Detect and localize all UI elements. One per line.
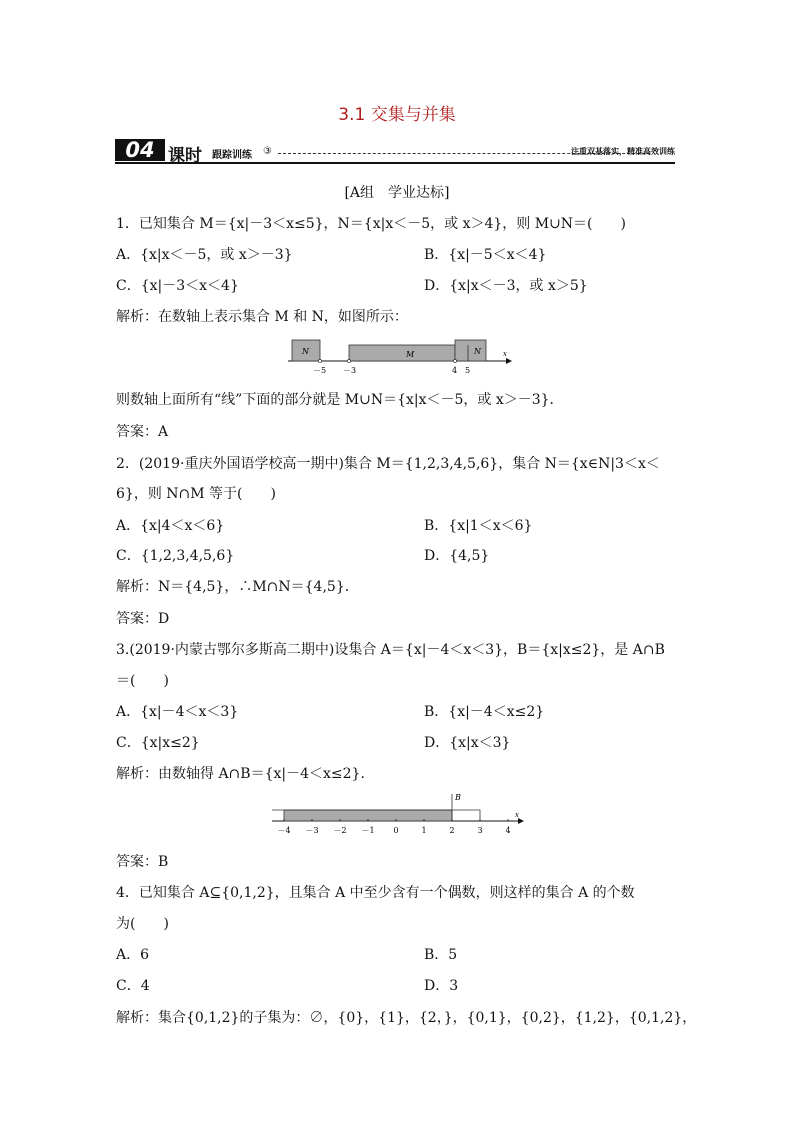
q1-option-b: B．{x|－5＜x＜4} [424,247,547,263]
q3-number-line-figure [268,788,528,838]
q3-tick-label: －1 [361,826,375,835]
q3-stem-line2: ＝( ) [116,673,169,689]
q1-tick-neg3: －3 [343,366,357,375]
q1-label-n2: N [474,347,481,356]
q2-option-a: A．{x|4＜x＜6} [116,518,225,534]
q2-stem-line1: 2．(2019·重庆外国语学校高一期中)集合 M＝{1,2,3,4,5,6}，集合 N＝{x∈N|3＜x＜ [116,456,660,472]
q1-stem: 1．已知集合 M＝{x|－3＜x≤5}，N＝{x|x＜－5，或 x＞4}，则 M∪N＝( ) [116,216,626,232]
q3-tick-label: 3 [477,826,483,835]
q1-open-point-neg5 [318,359,321,362]
q1-open-point-neg3 [347,359,350,362]
q3-analysis: 解析：由数轴得 A∩B＝{x|－4＜x≤2}． [116,766,375,782]
q3-stem-line1: 3.(2019·内蒙古鄂尔多斯高二期中)设集合 A＝{x|－4＜x＜3}，B＝{x|x≤2}，是 A∩B [116,642,665,658]
q1-conclusion: 则数轴上面所有“线”下面的部分就是 M∪N＝{x|x＜－5，或 x＞－3}． [116,392,564,408]
q3-tick-label: 4 [505,826,511,835]
q1-label-n: N [302,347,309,356]
q3-tick-label: －4 [277,826,291,835]
q2-option-c: C．{1,2,3,4,5,6} [116,548,235,564]
lesson-label: 课时 [168,146,202,166]
q3-tick-label: －2 [333,826,347,835]
q3-tick-label: 2 [449,826,455,835]
q1-option-d: D．{x|x＜－3，或 x＞5} [424,278,588,294]
q4-option-c: C．4 [116,978,150,994]
q3-axis-label: x [515,811,519,819]
banner-tagline: 注重双基落实，精准高效训练 [571,147,675,156]
q4-stem-line2: 为( ) [116,916,169,932]
q1-open-point-4 [453,359,456,362]
q1-tick-5: 5 [465,366,471,375]
section-heading: [A组 学业达标] [344,185,450,201]
q1-tick-neg5: －5 [313,366,327,375]
q4-option-d: D．3 [424,978,459,994]
q1-tick-4: 4 [452,366,458,375]
q1-axis-arrow [506,358,512,364]
page-title: 3.1 交集与并集 [338,105,456,125]
q2-option-b: B．{x|1＜x＜6} [424,518,533,534]
q3-tick-label: 1 [421,826,427,835]
q1-number-line-figure [288,336,516,380]
q1-option-a: A．{x|x＜－5，或 x＞－3} [116,247,293,263]
lesson-banner [115,139,675,169]
q3-label-b: B [455,793,461,802]
banner-underline [115,162,675,164]
q4-option-a: A．6 [116,947,150,963]
lesson-number: 04 [115,139,165,161]
circle-number-icon: ③ [263,146,272,157]
q1-axis-label: x [503,350,507,358]
q1-set-n-right [455,340,486,361]
q3-answer: 答案：B [116,854,169,870]
q4-stem-line1: 4．已知集合 A⊆{0,1,2}，且集合 A 中至少含有一个偶数，则这样的集合 A 的个数 [116,885,635,901]
q1-answer: 答案：A [116,424,169,440]
q4-option-b: B．5 [424,947,458,963]
q3-option-d: D．{x|x＜3} [424,735,511,751]
q3-option-c: C．{x|x≤2} [116,735,200,751]
q3-tick-label: －3 [305,826,319,835]
q2-stem-line2: 6}，则 N∩M 等于( ) [116,486,276,502]
q1-option-c: C．{x|－3＜x＜4} [116,278,239,294]
q1-set-m [349,345,455,361]
q1-label-m: M [406,350,415,359]
q2-option-d: D．{4,5} [424,548,490,564]
practice-label: 跟踪训练 [212,150,252,161]
q2-analysis: 解析：N＝{4,5}，∴M∩N＝{4,5}． [116,579,359,595]
q1-analysis: 解析：在数轴上表示集合 M 和 N，如图所示： [116,309,408,325]
q3-option-a: A．{x|－4＜x＜3} [116,704,239,720]
q2-answer: 答案：D [116,611,170,627]
q3-tick-label: 0 [393,826,399,835]
q3-option-b: B．{x|－4＜x≤2} [424,704,545,720]
q4-analysis: 解析：集合{0,1,2}的子集为：∅，{0}，{1}，{2，}，{0,1}，{0,2}，{1,2}，{0,1,2}， [116,1010,697,1026]
